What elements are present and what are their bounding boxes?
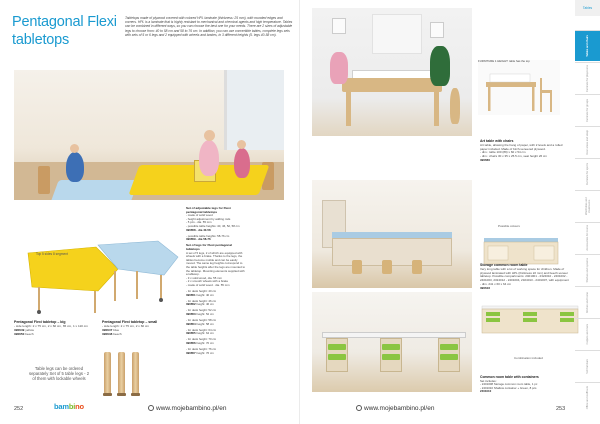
height-option: - for desk height: 40 cm 390651 height: 40 cm [186,288,217,297]
tab-soft-furniture[interactable]: Soft furniture [575,350,600,381]
chair-back [540,78,542,112]
tab-tables-and-chairs[interactable]: Tables and chairs [575,30,600,61]
art-table [342,78,442,92]
page-number: 252 [14,406,24,412]
picture-frame [430,22,444,38]
product-dims: - dim.: chairs 30 x 35 x 25.5 cm, seat height 26 cm [480,154,548,159]
chair [38,166,50,194]
child-figure [66,152,84,182]
height-option: - for desk height: 52 cm 390653 height: 52 cm [186,308,217,316]
fixed-legs-title: Set of legs for Flexi pentagonal tabletops [186,243,232,251]
product-storage-table [480,264,570,291]
tab-sports[interactable]: Furniture for sports [575,158,600,189]
table-leg [38,287,40,311]
child-head [70,144,79,153]
compartment [534,246,554,260]
intro-paragraph: Tabletops made of plywood covered with colored HPL laminate (thickness: 25 mm), with rounded edges and corners. HPL is a laminate that is highly resistant to mechanical and chemical agents and high temperature. Tables can be combined in different ways, so you can choose the best one for your needs. There are 2 sizes of adjustable legs to choose from: 40 to 58 cm and 58 to 76 cm. In addition, you can use convertible tables, complete legs sets with sets of 5 or 6 legs and 2 equipped with wheels and brakes, in 3 different heights (5. legs 40-58 cm). [125,16,293,37]
child-figure [234,148,250,178]
product-code: 390648 [102,332,113,336]
table-top [486,82,536,87]
table-leg [488,87,491,111]
product-title: Common room table with containers [480,375,539,379]
small-table-caption: FURNITURE 1 HEIGHT: table has the top [478,59,530,63]
storage-label: Possible colours [498,224,520,228]
product-title: Art table with chairs [480,139,514,143]
table-leg [136,271,138,299]
green-container [560,312,574,316]
green-container [486,312,500,316]
child-head [237,140,246,149]
product-common-room-table [480,376,575,394]
product-dims: - side length: 2 x 75 cm, 2 x 60 cm, 65 cm, 1 x 110 cm [14,324,88,328]
chair [450,88,460,124]
tab-shelves[interactable]: Shelves and systems [575,254,600,285]
product-dims: - side length: 2 x 75 cm, 2 x 60 cm [102,324,150,328]
page-title-line1: Pentagonal Flexi [12,14,117,30]
size-label: Top 5 sides 8 segment [36,252,68,256]
product-desc: Very long table with a lot of working space for children. Made of plywood laminated with HPL (thickness 22 mm) and beech-veneer tabletop. Possible compartments: 2401001 - 2324010 - 2401002 - 2401003, 2324012 - 2401004, 2324013 - 2401007, with equipment - dim. 241 x 60 x 64 cm [480,266,569,286]
green-container [440,344,458,350]
table-leg [346,92,351,126]
long-table-photo [312,292,472,392]
wall-shelf [372,14,422,54]
height-option: - for desk height: 58 cm 390654 height: 58 cm [186,318,217,326]
green-container [486,318,500,322]
globe-icon [356,405,362,411]
website-link[interactable]: www.mojebambino.pl/en [356,405,434,412]
stool [382,260,392,274]
green-container [523,312,537,316]
height-option: - for desk height: 64 cm 390655 height: 64 cm [186,327,217,336]
compartment [488,246,508,260]
legs-possible: - possible table heights: 58-76 cm [186,233,230,238]
product-dims: - dim.: table 100 (89) x 60 x 54 cm [480,150,526,155]
table-leg [532,87,535,111]
green-container [560,318,574,322]
product-title: Pentagonal Flexi tabletop – big [14,320,66,324]
product-color: beech [25,332,34,336]
green-container [440,354,458,360]
classroom-photo [14,70,284,200]
green-container [382,354,400,360]
page-number: 253 [556,406,566,412]
legs-set-line: - possible table heights: 40, 46, 52, 58 cm [186,223,240,228]
wheel [159,298,163,302]
wooden-leg [132,352,139,394]
product-title: Pentagonal Flexi tabletop – small [102,320,158,324]
product-small-tabletop [102,320,182,336]
tab-accessories[interactable]: Accessories for rooms [575,222,600,253]
side-tab-navigation [575,0,600,424]
fixed-legs-line: - 3 x solid wood, dia. 55 mm [186,275,222,280]
legs-set-title: Set of adjustable legs for Flexi pentagonal tabletops [186,206,231,214]
tab-wardrobes[interactable]: Wardrobes and cloakrooms [575,190,600,221]
product-code: 2401010 [480,389,492,394]
legs-set-line: - made of solid wood [186,213,213,218]
section-header: Tables [575,0,600,16]
paper-roll [490,74,530,82]
art-table-photo [312,8,472,136]
height-option: - for desk height: 46 cm 390652 height: 46 cm [186,298,217,307]
product-line: - 2401008 Storage common room table, 1 pc [480,382,538,387]
table-top [482,306,578,309]
tab-carpets[interactable]: Carpets and mats [575,318,600,349]
green-container [328,354,346,360]
product-title: Storage common room table [480,263,528,267]
chair-leg [550,90,552,112]
product-code: 390616 [480,285,491,290]
website-link[interactable]: www.mojebambino.pl/en [148,405,226,412]
legs-set-code: 390658 · dia 40-58 [186,227,211,232]
legs-set-line: - height adjustment by adding rods [186,216,231,221]
product-desc: Set includes: [480,378,497,383]
legs-possible-code: 390659 · dia 58-76 [186,237,211,242]
brand-logo: bambino [54,402,84,411]
storage-room-photo [312,180,472,288]
tab-office[interactable]: Office and staffroom [575,382,600,413]
product-code: 390660 [480,157,491,162]
green-container [382,344,400,350]
legs-note: Table legs can be ordered separately Set of 5 table legs - 2 of them with lockable wheels [28,366,90,382]
fixed-legs-line: - 2 x smooth wheels with a brake [186,279,229,284]
height-option: - for desk height: 70 cm 390656 height: 70 cm [186,337,217,345]
product-code: 390650 [14,332,25,336]
table-leg [94,291,96,313]
adult-figure [199,140,219,176]
picture-frame [332,18,346,34]
product-color: yellow [25,328,34,332]
wheel [37,310,41,314]
stool [412,260,422,274]
product-line: - 2401010 Shallow container + Green, 8 pcs [480,385,537,390]
product-color: beech [113,332,122,336]
green-container [328,344,346,350]
height-option: - for desk height: 76 cm 390657 height: 76 cm [186,347,217,355]
blue-tabletop [49,180,138,200]
table-top [484,238,558,242]
green-container [523,318,537,322]
window [224,70,284,150]
right-page [300,0,600,424]
product-code: 390649 [14,328,25,332]
product-code: 390647 [102,328,113,332]
page-title-line2: tabletops [12,32,70,48]
fixed-legs-desc: A set of 5 legs, 2 of which are equipped with wheels with a brake. Thanks to the legs, the tables become mobile and can be easily moved. The same leg heights correspond to the table heights after the legs are mounted to the tabletop. Mounting elements supplied with a tabletop. [186,250,245,277]
product-desc: Art table, allowing the hang of paper, with 2 levels and a rolled paper included. Made of birch-veneered plywood. [480,142,563,151]
small-art-table-illustration [478,60,560,115]
table-leg [434,92,439,126]
tab-kitchen[interactable]: Kitchen and home [575,286,600,317]
tab-rest-areas[interactable]: Rest areas and sleep [575,126,600,157]
table-leg [160,275,162,299]
child-figure [330,52,348,84]
wooden-leg [104,352,111,394]
tab-playrooms[interactable]: Furniture for playrooms [575,62,600,93]
globe-icon [148,405,154,411]
container-table-illustration [480,300,580,346]
legs-set-line: - 5 pcs - dia. 55 mm [186,220,212,225]
tab-groups[interactable]: Furniture for groups [575,94,600,125]
wooden-leg [118,352,125,394]
stool [352,260,362,274]
table-leg [114,271,116,301]
pentagon-tabletops-illustration [18,235,183,315]
storage-table [332,238,452,266]
product-big-tabletop [14,320,94,336]
product-art-table [480,140,565,163]
fixed-legs-line: - made of solid wood · dia. 55 mm [186,282,230,287]
child-figure [430,46,450,86]
legs-info-box [186,207,246,355]
adult-head [204,130,215,141]
combination-label: Combination included [514,356,543,360]
product-color: blue [113,328,120,332]
